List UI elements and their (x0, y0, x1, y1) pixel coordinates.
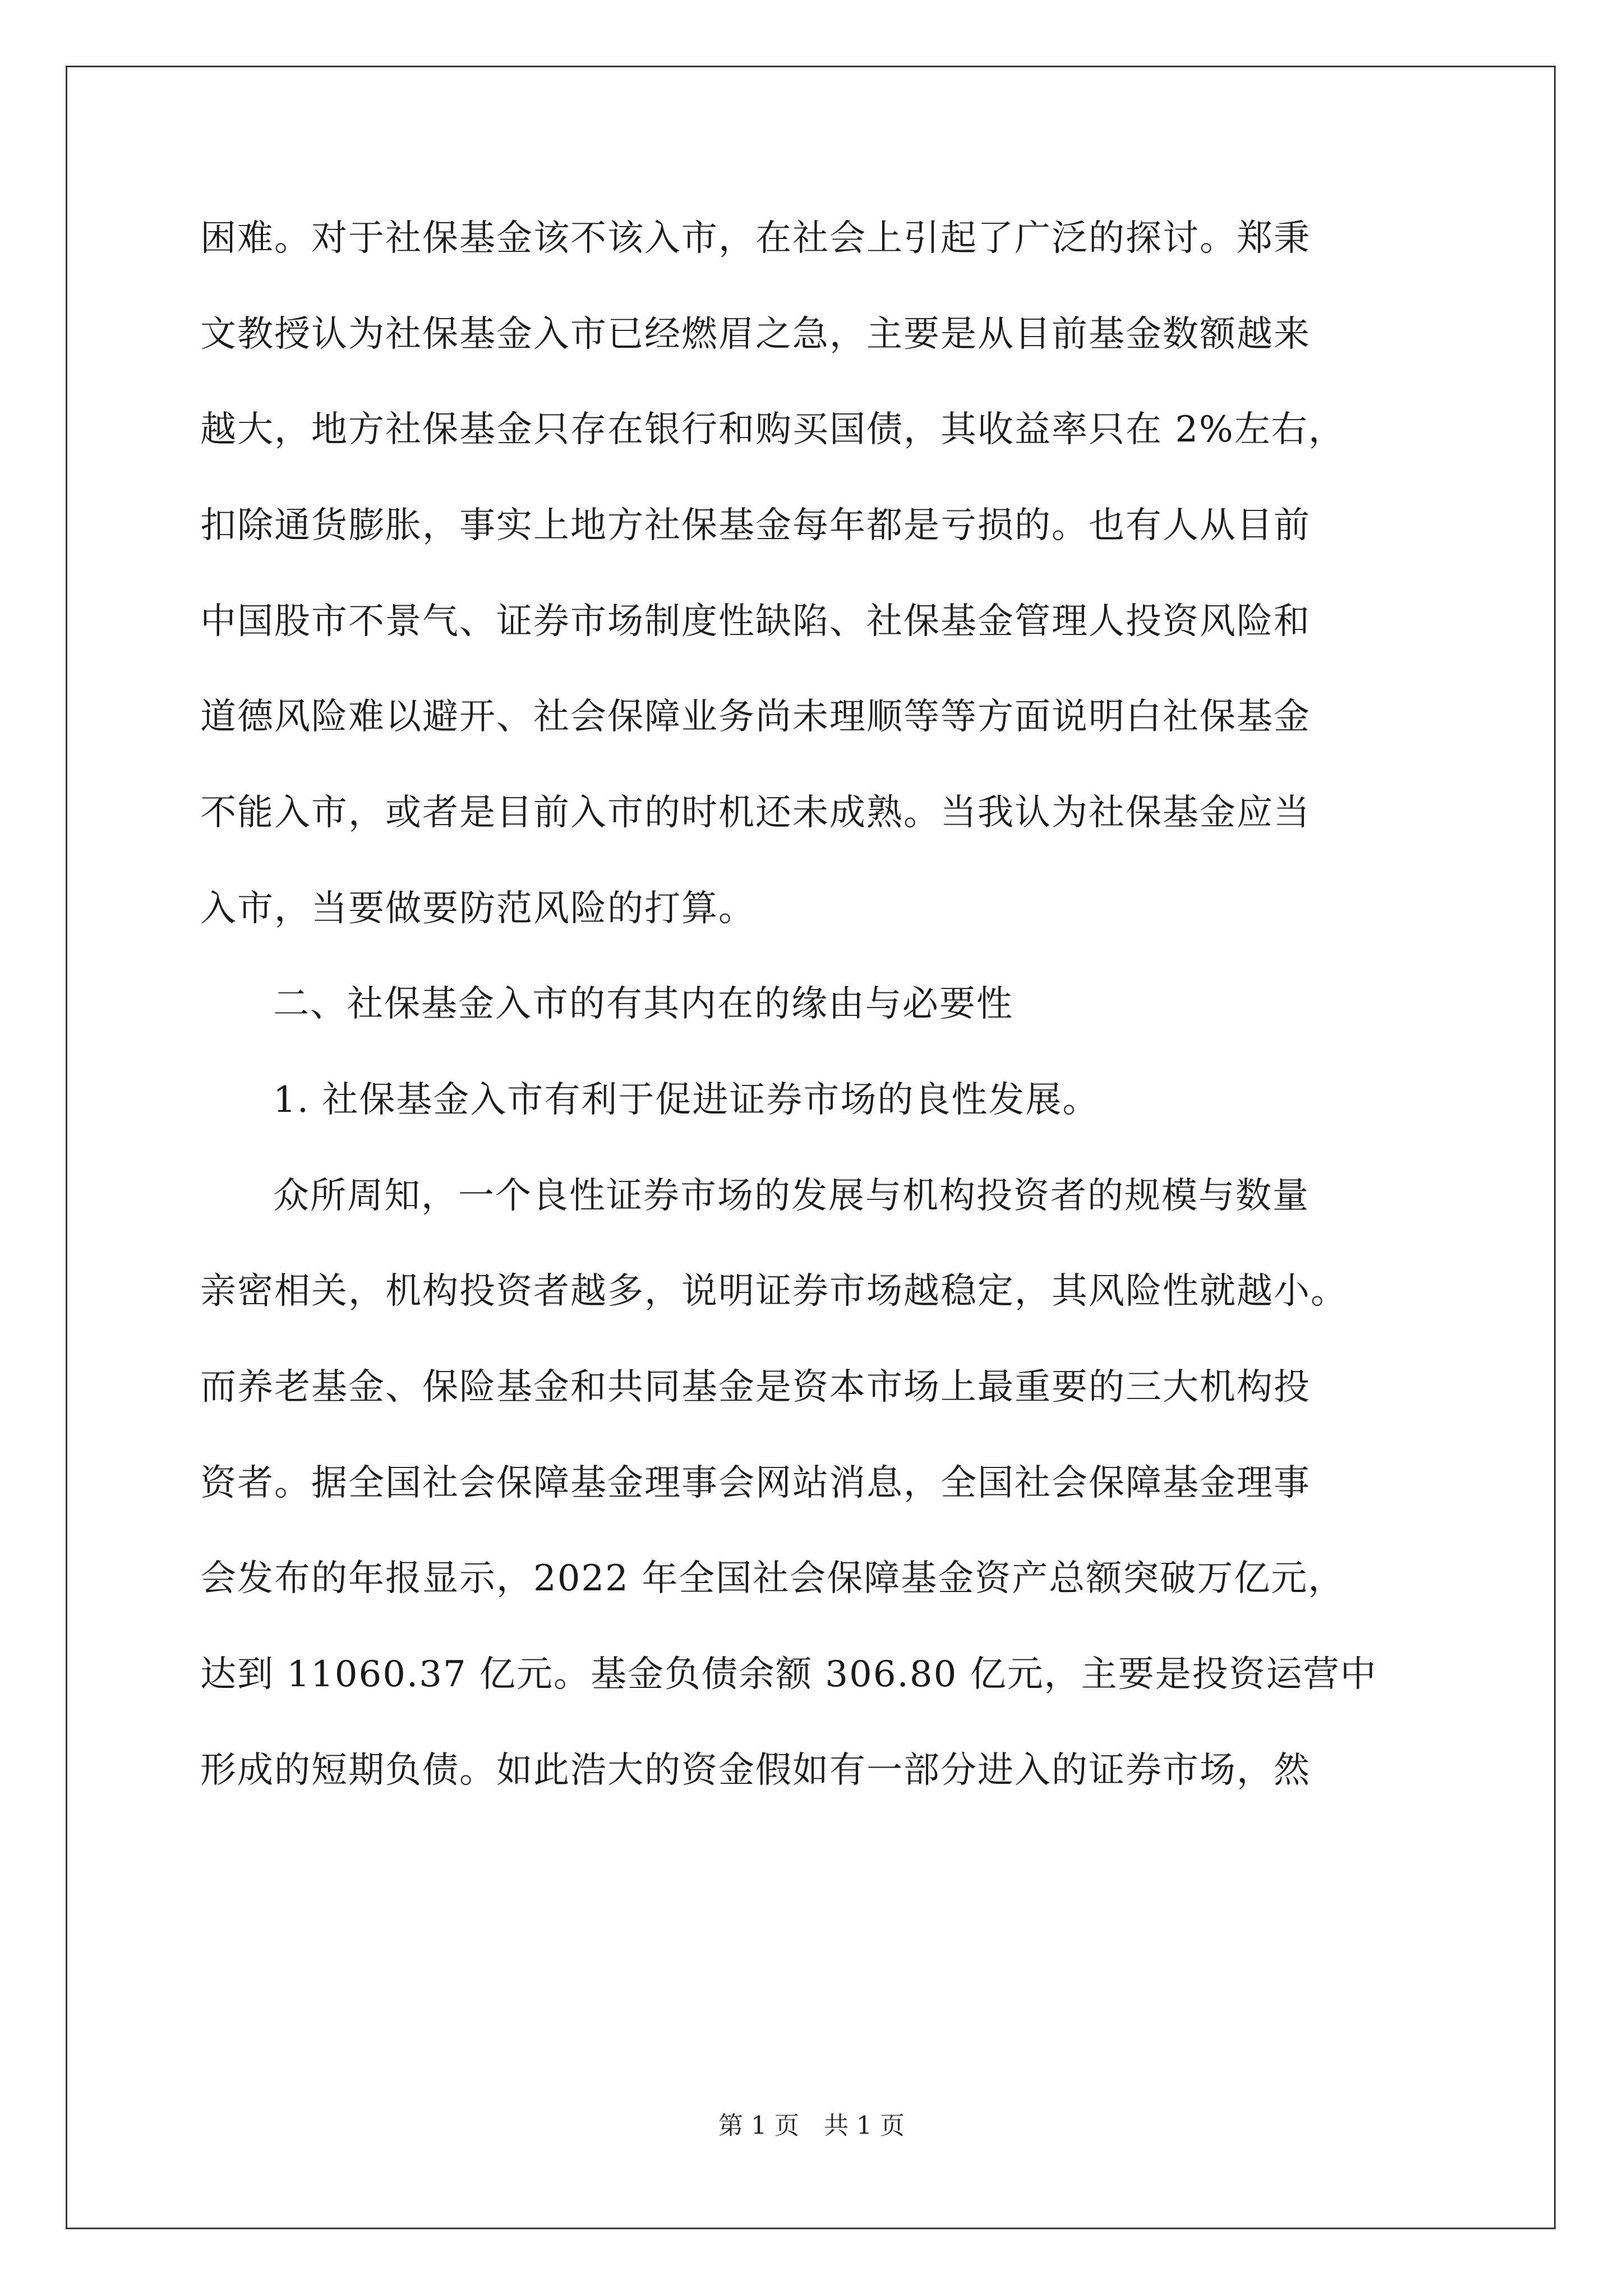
text-line: 会发布的年报显示，2022 年全国社会保障基金资产总额突破万亿元， (200, 1558, 1345, 1599)
text-line: 众所周知，一个良性证券市场的发展与机构投资者的规模与数量 (273, 1175, 1310, 1217)
text-line: 扣除通货膨胀，事实上地方社保基金每年都是亏损的。也有人从目前 (200, 505, 1311, 546)
text-line: 道德风险难以避开、社会保障业务尚未理顺等等方面说明白社保基金 (200, 696, 1311, 738)
text-line: 中国股市不景气、证券市场制度性缺陷、社保基金管理人投资风险和 (200, 601, 1311, 642)
text-line: 不能入市，或者是目前入市的时机还未成熟。当我认为社保基金应当 (200, 792, 1311, 834)
page-footer: 第 1 页 共 1 页 (718, 2111, 905, 2140)
text-line: 而养老基金、保险基金和共同基金是资本市场上最重要的三大机构投 (200, 1366, 1311, 1408)
text-line: 越大，地方社保基金只存在银行和购买国债，其收益率只在 2%左右， (200, 409, 1345, 450)
text-line: 入市，当要做要防范风险的打算。 (200, 888, 755, 930)
text-line: 达到 11060.37 亿元。基金负债余额 306.80 亿元，主要是投资运营中 (200, 1654, 1377, 1695)
text-line: 文教授认为社保基金入市已经燃眉之急，主要是从目前基金数额越来 (200, 314, 1311, 355)
text-line: 亲密相关，机构投资者越多，说明证券市场越稳定，其风险性就越小。 (200, 1271, 1348, 1312)
text-line: 资者。据全国社会保障基金理事会网站消息，全国社会保障基金理事 (200, 1462, 1311, 1504)
text-line: 困难。对于社保基金该不该入市，在社会上引起了广泛的探讨。郑秉 (200, 218, 1311, 259)
subsection-heading: 1. 社保基金入市有利于促进证券市场的良性发展。 (273, 1079, 1100, 1121)
section-heading: 二、社保基金入市的有其内在的缘由与必要性 (273, 983, 1013, 1025)
page-border (66, 66, 1556, 2229)
text-line: 形成的短期负债。如此浩大的资金假如有一部分进入的证券市场，然 (200, 1750, 1311, 1791)
